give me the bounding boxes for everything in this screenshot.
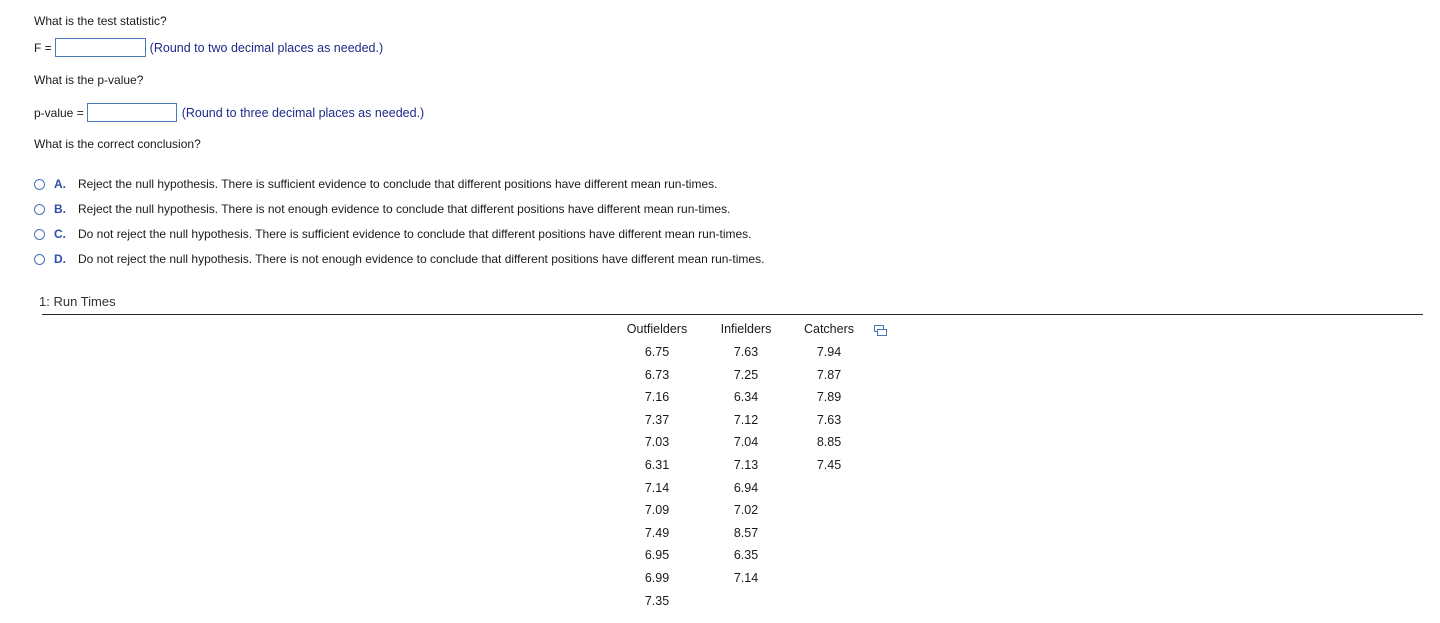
option-a-text: Reject the null hypothesis. There is sufficient evidence to conclude that different positions have different mean run-times.: [78, 177, 718, 191]
conclusion-prompt: What is the correct conclusion?: [34, 137, 201, 151]
option-b-text: Reject the null hypothesis. There is not enough evidence to conclude that different positions have different mean run-times.: [78, 202, 731, 216]
option-b-letter: B.: [54, 202, 66, 216]
test-statistic-prompt: What is the test statistic?: [34, 14, 167, 28]
f-label: F =: [34, 40, 52, 55]
radio-a[interactable]: [34, 179, 45, 190]
option-c-text: Do not reject the null hypothesis. There is sufficient evidence to conclude that different positions have different mean run-times.: [78, 227, 752, 241]
catchers-cell: 8.85: [816, 435, 842, 450]
outfielders-cell: 7.37: [644, 412, 670, 427]
catchers-cell: 7.89: [816, 390, 842, 405]
outfielders-cell: 7.16: [644, 390, 670, 405]
radio-b[interactable]: [34, 204, 45, 215]
option-a[interactable]: [34, 175, 717, 193]
f-statistic-input[interactable]: [55, 38, 146, 57]
test-statistic-row: [34, 38, 383, 57]
p-value-row: [34, 103, 424, 122]
infielders-cell: 7.02: [733, 503, 759, 518]
p-value-label: p-value =: [34, 105, 84, 120]
outfielders-cell: 6.31: [644, 458, 670, 472]
catchers-cell: 7.87: [816, 367, 842, 382]
catchers-cell: 7.45: [816, 458, 842, 472]
outfielders-cell: 6.73: [644, 367, 670, 382]
outfielders-cell: 7.49: [644, 525, 670, 540]
p-value-prompt: What is the p-value?: [34, 73, 144, 87]
p-value-rounding-hint: (Round to three decimal places as needed.): [181, 105, 425, 120]
infielders-cell: 7.14: [733, 571, 759, 585]
option-c-letter: C.: [54, 227, 66, 241]
infielders-cell: 7.04: [733, 435, 759, 450]
option-a-letter: A.: [54, 177, 66, 191]
data-table-title: 1: Run Times: [39, 294, 116, 309]
f-rounding-hint: (Round to two decimal places as needed.): [149, 40, 384, 55]
option-d-text: Do not reject the null hypothesis. There is not enough evidence to conclude that different positions have different mean run-times.: [78, 252, 765, 266]
p-value-input[interactable]: [87, 103, 177, 122]
outfielders-cell: 7.03: [644, 435, 670, 450]
infielders-cell: 8.57: [733, 525, 759, 540]
outfielders-cell: 7.09: [644, 503, 670, 518]
infielders-cell: 6.34: [733, 390, 759, 405]
header-outfielders: Outfielders: [626, 322, 688, 336]
header-catchers: Catchers: [803, 322, 855, 336]
infielders-cell: 7.63: [733, 345, 759, 359]
outfielders-cell: 6.75: [644, 345, 670, 359]
section-divider: [42, 314, 1423, 315]
infielders-cell: 6.94: [733, 480, 759, 495]
catchers-cell: 7.63: [816, 412, 842, 427]
header-infielders: Infielders: [720, 322, 772, 336]
catchers-cell: 7.94: [816, 345, 842, 359]
infielders-cell: 7.25: [733, 367, 759, 382]
outfielders-cell: 7.14: [644, 480, 670, 495]
option-d-letter: D.: [54, 252, 66, 266]
option-b[interactable]: [34, 200, 730, 218]
radio-d[interactable]: [34, 254, 45, 265]
infielders-cell: 7.13: [733, 458, 759, 472]
infielders-cell: 6.35: [733, 548, 759, 563]
outfielders-cell: 7.35: [644, 593, 670, 608]
option-d[interactable]: [34, 250, 764, 268]
copy-icon[interactable]: [874, 325, 887, 336]
outfielders-cell: 6.95: [644, 548, 670, 563]
option-c[interactable]: [34, 225, 752, 243]
radio-c[interactable]: [34, 229, 45, 240]
infielders-cell: 7.12: [733, 412, 759, 427]
outfielders-cell: 6.99: [644, 571, 670, 585]
